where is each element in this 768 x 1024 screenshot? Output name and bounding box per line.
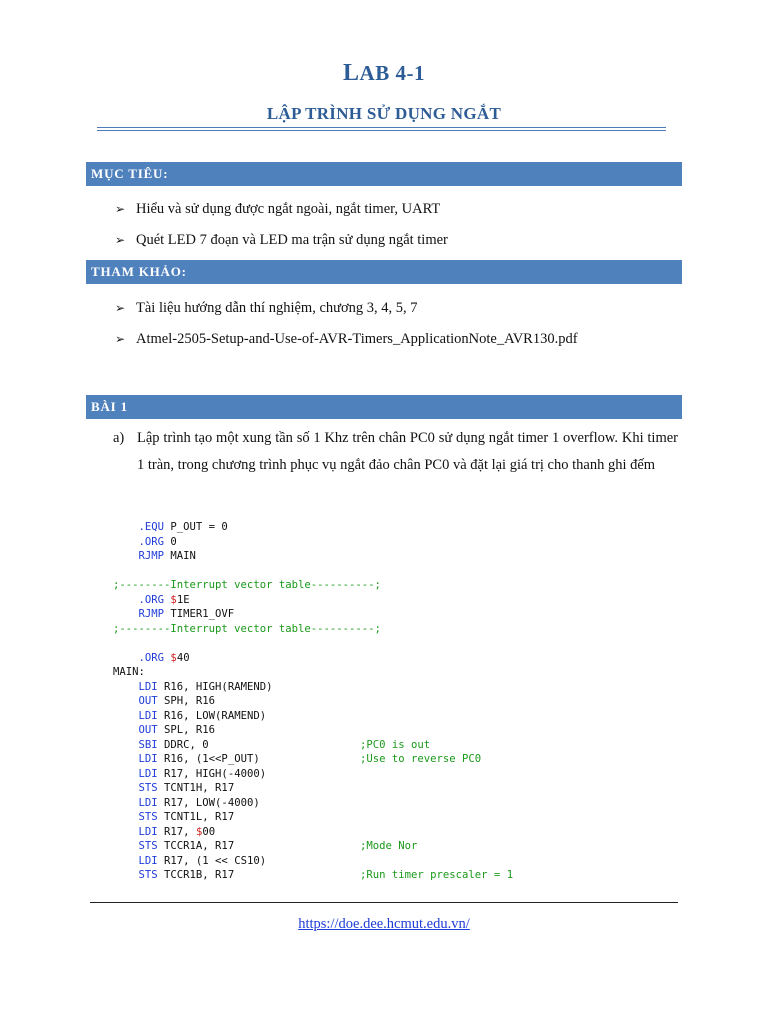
code-line: RJMP MAIN: [138, 550, 196, 562]
title-rule-bottom: [97, 130, 666, 131]
code-line: STS TCCR1A, R17 ;Mode Nor: [138, 840, 418, 852]
code-line: .EQU P_OUT = 0: [138, 521, 228, 533]
code-comment-line: ;--------Interrupt vector table----------;: [113, 622, 381, 635]
list-item: ➢ Tài liệu hướng dẫn thí nghiệm, chương 3, 4, 5, 7: [115, 300, 418, 316]
code-blank-line: [113, 636, 683, 651]
code-line: STS TCNT1H, R17: [138, 782, 235, 794]
code-line: LDI R17, LOW(-4000): [138, 796, 260, 809]
bullet-arrow-icon: ➢: [115, 332, 126, 346]
code-blank-line: [113, 564, 683, 579]
code-line: STS TCNT1L, R17: [138, 811, 235, 823]
code-line: LDI R16, LOW(RAMEND): [138, 709, 267, 722]
code-label-line: MAIN:: [113, 666, 145, 678]
bullet-arrow-icon: ➢: [115, 301, 126, 315]
list-item: ➢ Hiểu và sử dụng được ngắt ngoài, ngắt timer, UART: [115, 201, 441, 217]
code-line: STS TCCR1B, R17 ;Run timer prescaler = 1: [138, 869, 514, 881]
code-line: LDI R17, HIGH(-4000): [138, 767, 267, 780]
section-exercise-header: BÀI 1: [86, 395, 682, 419]
exercise-text: Lập trình tạo một xung tần số 1 Khz trên chân PC0 sử dụng ngắt timer 1 overflow. Khi timer 1 tràn, trong chương trình phục vụ ngắt đảo chân PC0 và đặt lại giá trị cho thanh ghi đếm: [137, 430, 678, 473]
bullet-arrow-icon: ➢: [115, 233, 126, 247]
bullet-arrow-icon: ➢: [115, 202, 126, 216]
code-line: .ORG 0: [138, 535, 177, 548]
code-listing: [113, 520, 683, 883]
lab-title-initial: L: [343, 60, 360, 86]
section-objectives-header: MỤC TIÊU:: [86, 162, 682, 186]
code-line: SBI DDRC, 0 ;PC0 is out: [138, 738, 431, 751]
code-line: LDI R16, HIGH(RAMEND): [138, 680, 273, 693]
exercise-paragraph: [113, 425, 678, 479]
code-line: OUT SPL, R16: [138, 724, 216, 736]
footer-rule: [90, 902, 678, 903]
lab-title-rest: AB 4-1: [359, 61, 425, 85]
code-line: LDI R17, $00: [138, 825, 216, 838]
code-line: LDI R16, (1<<P_OUT) ;Use to reverse PC0: [138, 753, 482, 765]
title-rule-top: [97, 127, 666, 128]
list-item: ➢ Quét LED 7 đoạn và LED ma trận sử dụng ngắt timer: [115, 232, 448, 248]
footer-link[interactable]: https://doe.dee.hcmut.edu.vn/: [298, 916, 470, 932]
item-marker: a): [113, 430, 125, 446]
section-references-header: THAM KHẢO:: [86, 260, 682, 284]
code-line: .ORG $40: [138, 651, 190, 664]
list-item: ➢ Atmel-2505-Setup-and-Use-of-AVR-Timers_ApplicationNote_AVR130.pdf: [115, 331, 578, 347]
code-line: RJMP TIMER1_OVF: [138, 608, 235, 620]
code-line: OUT SPH, R16: [138, 695, 216, 707]
code-line: .ORG $1E: [138, 593, 190, 606]
code-comment-line: ;--------Interrupt vector table----------;: [113, 579, 381, 591]
lab-title: [0, 60, 768, 87]
lab-subtitle: LẬP TRÌNH SỬ DỤNG NGẮT: [266, 104, 502, 123]
code-line: LDI R17, (1 << CS10): [138, 854, 267, 867]
